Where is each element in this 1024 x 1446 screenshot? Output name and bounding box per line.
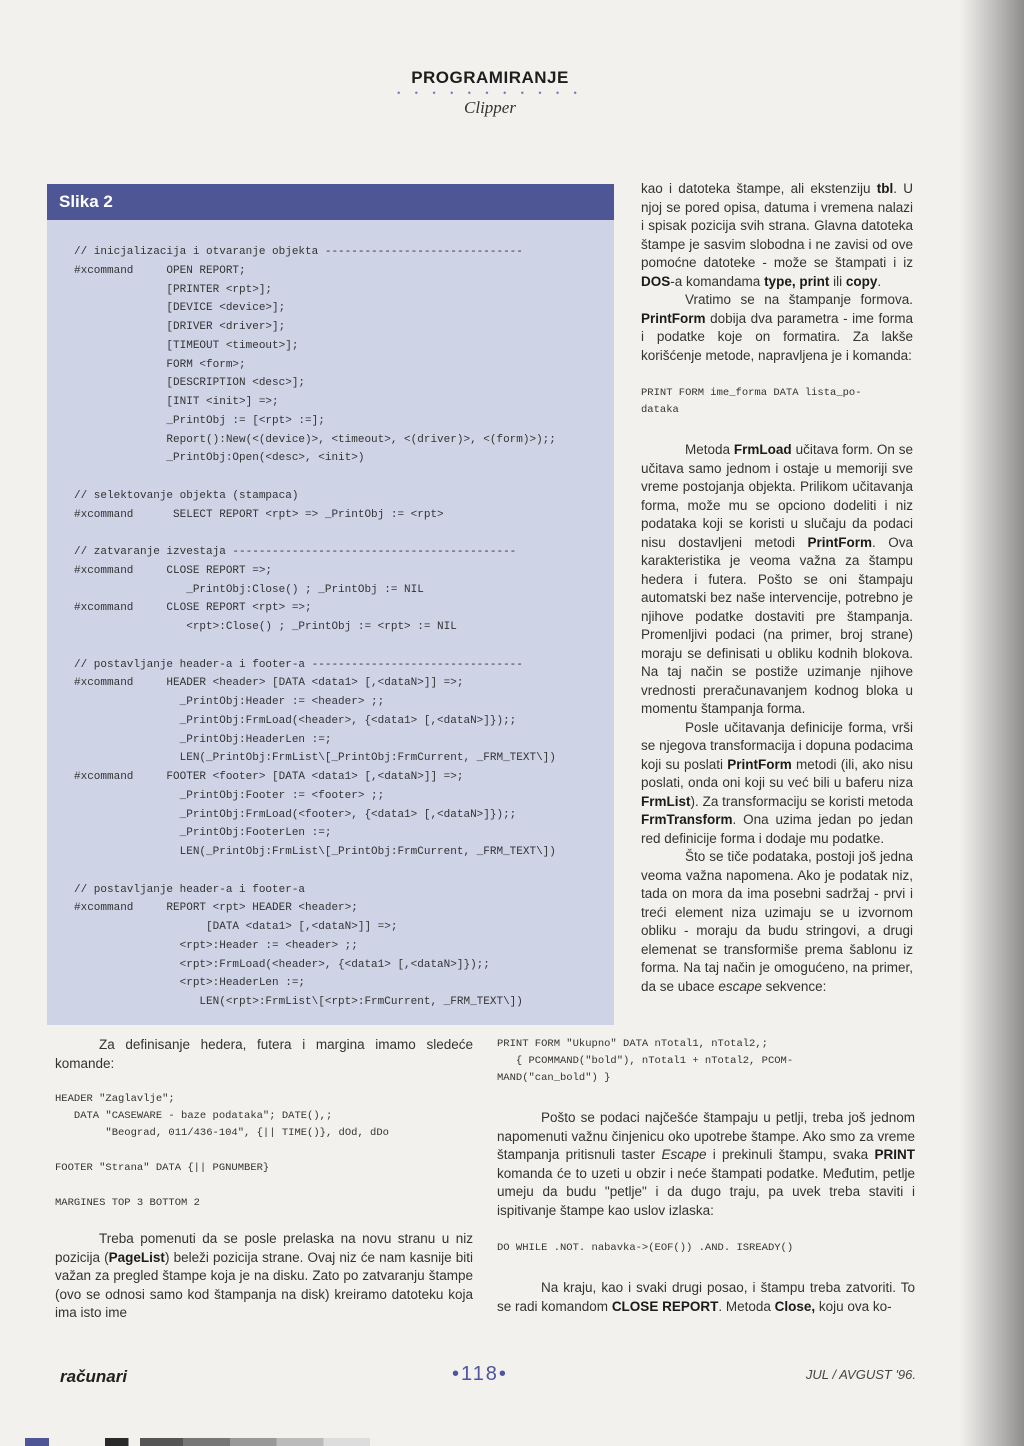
paragraph: kao i datoteka štampe, ali ekstenziju tbl. U njoj se pored opisa, datuma i vremena nalazi i spisak pozicija svih strana. Glavna datoteka štampe je sasvim slobodna i ne zavisi od ove pomoćne datoteke - može se štampati i iz DOS-a komandama type, print ili copy. xyxy=(641,181,913,289)
code-snippet: DO WHILE .NOT. nabavka->(EOF()) .AND. ISREADY() xyxy=(497,1242,794,1254)
paragraph: Posle učitavanja definicije forma, vrši se njegova transformacija i dopuna podacima koji su poslati PrintForm metodi (ili, ako nisu poslati, onda oni koji su već bili u baferu niza FrmList). Za transformaciju se koristi metoda FrmTransform. Ona uzima jedan po jedan red definicije forma i dodaje mu podatke. xyxy=(641,719,913,846)
magazine-name: računari xyxy=(60,1367,128,1386)
code-snippet: PRINT FORM "Ukupno" DATA nTotal1, nTotal2,; { PCOMMAND("bold"), nTotal1 + nTotal2, PCOM- MAND("can_bold") } xyxy=(497,1038,794,1084)
paragraph: Metoda FrmLoad učitava form. On se učitava samo jednom i ostaje u memoriji sve vreme postojanja objekta. Prilikom učitavanja forma, može mu se opciono dodeliti i niz podataka koji se koristi u slučaju da podaci nisu dostavljeni metodi PrintForm. Ova karakteristika je veoma važna za štampu hedera i futera. Pošto se oni štampaju automatski bez naše intervencije, potrebno je njihove podatke dostaviti pre štampanja. Promenljivi podaci (na primer, broj strane) moraju se definisati u obliku kodnih blokova. Na taj način se postiže uzimanje njihove vrednosti preračunavanjem kodnog bloka u momentu štampanja forma. xyxy=(641,442,914,716)
paragraph: Vratimo se na štampanje formova. PrintForm dobija dva parametra - ime forma i podatke koje on formatira. Za lakše korišćenje metode, napravljena je i komanda: xyxy=(641,292,913,363)
paragraph: Pošto se podaci najčešće štampaju u petlji, treba još jednom napomenuti važnu činjenicu oko upotrebe štampe. Ako smo za vreme štampanja pritisnuli taster Escape i prekinuli štampu, svaka PRINT komanda će to uzeti u obzir i neće štampati podatke. Međutim, petlje umeju da budu "petlje" i da dugo traju, pa uvek treba staviti i ispitivanje štampe kao uslov izlaska: xyxy=(497,1110,915,1218)
code-snippet: PRINT FORM ime_forma DATA lista_po- dataka xyxy=(641,387,862,416)
code-snippet: FOOTER "Strana" DATA {|| PGNUMBER} xyxy=(55,1162,270,1174)
paragraph: Na kraju, kao i svaki drugi posao, i štampu treba zatvoriti. To se radi komandom CLOSE REPORT. Metoda Close, koju ova ko- xyxy=(497,1280,915,1314)
section-header xyxy=(380,68,600,118)
paragraph: Što se tiče podataka, postoji još jedna veoma važna napomena. Ako je podatak niz, tada on mora da ima posebni sadržaj - prvi i treći element niza uzimaju se u izvornom obliku - moraju da budu stringovi, a drugi elemenat se transformiše prema šablonu iz forma. Na taj način je omogućeno, na primer, da se ubace escape sekvence: xyxy=(641,849,913,994)
code-snippet: MARGINES TOP 3 BOTTOM 2 xyxy=(55,1197,200,1209)
paragraph: Treba pomenuti da se posle prelaska na novu stranu u niz pozicija (PageList) beleži pozicija strane. Ovaj niz će nam kasnije biti važan za pregled štampe koja je na disku. Zato po zatvaranju štampe (ovo se odnosi samo kod štampanja na disk) kreiramo datoteku koja ima isto ime xyxy=(55,1231,473,1320)
grayscale-calibration-strip xyxy=(105,1438,495,1446)
issue-date: JUL / AVGUST '96. xyxy=(805,1367,916,1382)
section-subtitle: Clipper xyxy=(464,98,516,117)
color-calibration-mark xyxy=(25,1438,49,1446)
paragraph: Za definisanje hedera, futera i margina imamo sledeće komande: xyxy=(55,1037,473,1071)
figure-code-box xyxy=(47,220,614,1025)
left-bottom-column xyxy=(55,1036,473,1323)
figure-code: // inicjalizacija i otvaranje objekta ------------------------------ #xcommand OPEN REPORT; [PRINTER <rpt>]; [DEVICE <device>]; [DRIVER <driver>]; [TIMEOUT <timeout>]; FORM <form>; [DESCRIPTION <desc>]; [INIT <init>] =>; _PrintObj := [<rpt> :=]; Report():New(<(device)>, <timeout>, <(driver)>, <(form)>);; _PrintObj:Open(<desc>, <init>) // selektovanje objekta (stampaca) #xcommand SELECT REPORT <rpt> => _PrintObj := <rpt> // zatvaranje izvestaja ------------------------------------------- #xcommand CLOSE REPORT =>; _PrintObj:Close() ; _PrintObj := NIL #xcommand CLOSE REPORT <rpt> =>; <rpt>:Close() ; _PrintObj := <rpt> := NIL // postavljanje header-a i footer-a -------------------------------- #xcommand HEADER <header> [DATA <data1> [,<dataN>]] =>; _PrintObj:Header := <header> ;; _PrintObj:FrmLoad(<header>, {<data1> [,<dataN>]});; _PrintObj:HeaderLen :=; LEN(_PrintObj:FrmList\[_PrintObj:FrmCurrent, _FRM_TEXT\]) #xcommand FOOTER <footer> [DATA <data1> [,<dataN>]] =>; _PrintObj:Footer := <footer> ;; _PrintObj:FrmLoad(<footer>, {<data1> [,<dataN>]});; _PrintObj:FooterLen :=; LEN(_PrintObj:FrmList\[_PrintObj:FrmCurrent, _FRM_TEXT\]) // postavljanje header-a i footer-a #xcommand REPORT <rpt> HEADER <header>; [DATA <data1> [,<dataN>]] =>; <rpt>:Header := <header> ;; <rpt>:FrmLoad(<header>, {<data1> [,<dataN>]});; <rpt>:HeaderLen :=; LEN(<rpt>:FrmList\[<rpt>:FrmCurrent, _FRM_TEXT\]) xyxy=(74,246,556,1008)
figure-label: Slika 2 xyxy=(47,184,614,220)
code-snippet: HEADER "Zaglavlje"; DATA "CASEWARE - baze podataka"; DATE(),; "Beograd, 011/436-104", {|| TIME()}, dOd, dDo xyxy=(55,1093,389,1139)
right-bottom-column xyxy=(497,1036,915,1316)
page-number: •118• xyxy=(452,1363,508,1385)
header-dots: • • • • • • • • • • • xyxy=(397,88,583,98)
right-column xyxy=(641,180,913,996)
page-edge-shadow xyxy=(960,0,1024,1446)
section-title: PROGRAMIRANJE xyxy=(411,68,569,87)
